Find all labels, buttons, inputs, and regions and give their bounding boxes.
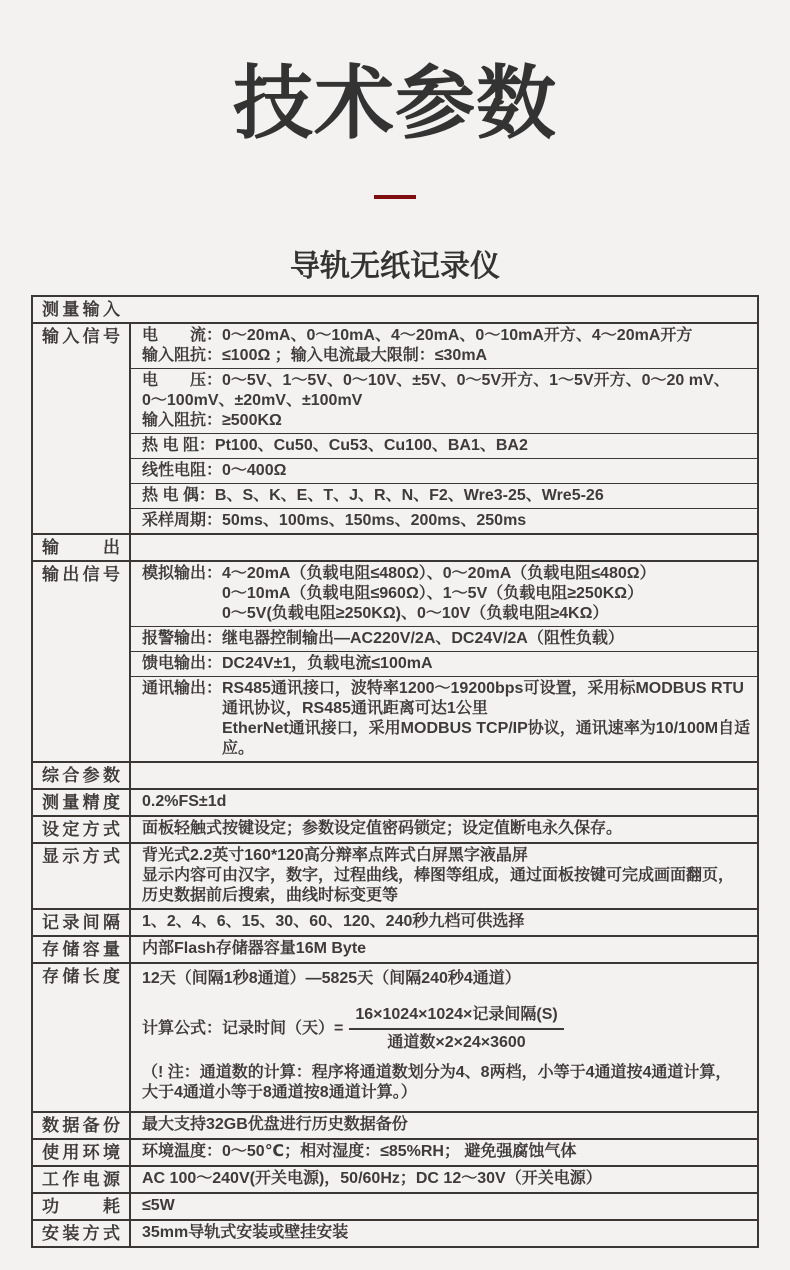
sub-row	[131, 483, 757, 508]
sub-row	[131, 1113, 757, 1137]
spec-line: 采样周期：50ms、100ms、150ms、200ms、250ms	[142, 512, 527, 529]
table-row	[33, 962, 757, 1111]
sub-row	[129, 297, 757, 321]
row-content	[129, 910, 757, 935]
spec-line: 背光式2.2英寸160*120高分辩率点阵式白屏黑字液晶屏	[142, 847, 528, 864]
storage-formula	[142, 1005, 753, 1053]
storage-cell	[131, 964, 757, 1111]
sub-row	[131, 651, 757, 676]
sub-row	[131, 790, 757, 814]
spec-line: ≤5W	[142, 1197, 175, 1214]
table-row	[33, 908, 757, 935]
page	[0, 59, 790, 1248]
sub-row	[131, 368, 757, 433]
spec-line: 电 压：0～5V、1～5V、0～10V、±5V、0～5V开方、1～5V开方、0～20 mV、	[142, 372, 730, 389]
sub-row	[131, 1140, 757, 1164]
spec-line: 1、2、4、6、15、30、60、120、240秒九档可供选择	[142, 913, 525, 930]
sub-row	[131, 562, 757, 626]
spec-line: 最大支持32GB优盘进行历史数据备份	[142, 1116, 408, 1133]
table-row	[33, 761, 757, 788]
row-label: 输 出	[42, 538, 120, 557]
row-label: 存储长度	[42, 967, 120, 986]
row-content	[129, 1194, 757, 1219]
spec-line: 内部Flash存储器容量16M Byte	[142, 940, 367, 957]
row-content	[129, 817, 757, 842]
spec-line: 显示内容可由汉字，数字，过程曲线，棒图等组成，通过面板按键可完成画面翻页，	[142, 867, 735, 884]
spec-line: 面板轻触式按键设定；参数设定值密码锁定；设定值断电永久保存。	[142, 820, 623, 837]
row-label: 测量精度	[42, 793, 120, 812]
table-row	[33, 788, 757, 815]
table-row	[33, 842, 757, 908]
sub-row	[131, 535, 757, 559]
row-content	[129, 937, 757, 962]
row-label: 数据备份	[42, 1116, 120, 1135]
table-row	[33, 1192, 757, 1219]
spec-line: 0～10mA（负载电阻≤960Ω）、1～5V（负载电阻≥250KΩ）	[222, 585, 644, 602]
spec-line: 0～100mV、±20mV、±100mV	[142, 392, 363, 409]
spec-line: 线性电阻：0～400Ω	[142, 462, 287, 479]
table-row	[33, 533, 757, 560]
sub-row	[131, 937, 757, 961]
sub-row	[131, 433, 757, 458]
table-row	[33, 1111, 757, 1138]
row-content	[129, 297, 757, 322]
sub-row	[131, 1221, 757, 1245]
row-content	[129, 964, 757, 1111]
title-accent-divider	[374, 195, 416, 199]
spec-line: 馈电输出：DC24V±1，负载电流≤100mA	[142, 655, 433, 672]
table-row	[33, 935, 757, 962]
row-content	[129, 1140, 757, 1165]
row-content	[129, 844, 757, 908]
spec-line: 35mm导轨式安装或壁挂安装	[142, 1224, 349, 1241]
spec-line: 报警输出：继电器控制输出—AC220V/2A、DC24V/2A（阻性负载）	[142, 630, 624, 647]
row-content	[129, 1167, 757, 1192]
row-label: 测量输入	[42, 300, 120, 319]
row-content	[129, 535, 757, 560]
sub-row	[131, 817, 757, 841]
row-label: 设定方式	[42, 820, 120, 839]
row-label: 使用环境	[42, 1143, 120, 1162]
sub-row	[131, 1194, 757, 1218]
table-row	[33, 322, 757, 533]
row-content	[129, 324, 757, 533]
spec-table	[31, 295, 759, 1248]
sub-row	[131, 626, 757, 651]
row-content	[129, 790, 757, 815]
spec-line: 历史数据前后搜索，曲线时标变更等	[142, 887, 399, 904]
row-content	[129, 1221, 757, 1246]
spec-line: 0～5V(负载电阻≥250KΩ)、0～10V（负载电阻≥4KΩ）	[222, 605, 609, 622]
table-row	[33, 1219, 757, 1246]
storage-note: 大于4通道小等于8通道按8通道计算。）	[142, 1084, 417, 1101]
spec-line: 0.2%FS±1d	[142, 793, 227, 810]
sub-row	[131, 1167, 757, 1191]
spec-line: 电 流：0～20mA、0～10mA、4～20mA、0～10mA开方、4～20mA开方	[142, 327, 693, 344]
table-row	[33, 560, 757, 761]
row-content	[129, 763, 757, 788]
row-label: 功 耗	[42, 1197, 120, 1216]
row-label: 安装方式	[42, 1224, 120, 1243]
row-label: 记录间隔	[42, 913, 120, 932]
spec-line	[142, 537, 753, 557]
spec-line	[142, 765, 753, 785]
sub-row	[131, 458, 757, 483]
table-row	[33, 815, 757, 842]
table-row	[33, 1165, 757, 1192]
formula-numerator: 16×1024×1024×记录间隔(S)	[349, 1005, 563, 1030]
spec-line: EtherNet通讯接口，采用MODBUS TCP/IP协议，通讯速率为10/100M自适应。	[222, 720, 751, 757]
row-label: 存储容量	[42, 940, 120, 959]
row-label: 工作电源	[42, 1170, 120, 1189]
spec-line: 输入阻抗：≥500KΩ	[142, 412, 282, 429]
storage-note: （! 注：通道数的计算：程序将通道数划分为4、8两档，小等于4通道按4通道计算，	[142, 1064, 732, 1081]
sub-row	[131, 508, 757, 533]
row-label: 输入信号	[42, 327, 120, 346]
spec-line: 模拟输出：4～20mA（负载电阻≤480Ω）、0～20mA（负载电阻≤480Ω）	[142, 565, 656, 582]
formula-fraction	[349, 1005, 563, 1053]
spec-line: 通讯输出：RS485通讯接口，波特率1200～19200bps可设置，采用标MODBUS RTU	[142, 680, 744, 697]
storage-range: 12天（间隔1秒8通道）—5825天（间隔240秒4通道）	[142, 970, 521, 987]
row-label: 显示方式	[42, 847, 120, 866]
table-row	[33, 297, 757, 322]
sub-row	[131, 324, 757, 368]
spec-line: 输入阻抗：≤100Ω ；输入电流最大限制：≤30mA	[142, 347, 488, 364]
row-content	[129, 1113, 757, 1138]
product-subtitle: 导轨无纸记录仪	[290, 250, 500, 283]
sub-row	[131, 763, 757, 787]
spec-line: 通讯协议，RS485通讯距离可达1公里	[222, 700, 488, 717]
spec-line: 环境温度：0～50℃；相对湿度：≤85%RH； 避免强腐蚀气体	[142, 1143, 577, 1160]
table-row	[33, 1138, 757, 1165]
row-label: 输出信号	[42, 565, 120, 584]
spec-line: 热 电 阻：Pt100、Cu50、Cu53、Cu100、BA1、BA2	[142, 437, 528, 454]
formula-prefix: 计算公式：记录时间（天）=	[142, 1020, 344, 1037]
page-title: 技术参数	[233, 59, 557, 148]
row-content	[129, 562, 757, 761]
sub-row	[131, 844, 757, 908]
spec-line: 热 电 偶：B、S、K、E、T、J、R、N、F2、Wre3-25、Wre5-26	[142, 487, 604, 504]
sub-row	[131, 676, 757, 761]
formula-denominator: 通道数×2×24×3600	[387, 1034, 526, 1051]
sub-row	[131, 910, 757, 934]
spec-line: AC 100～240V(开关电源)，50/60Hz；DC 12～30V（开关电源）	[142, 1170, 602, 1187]
spec-line	[140, 299, 753, 319]
row-label: 综合参数	[42, 766, 120, 785]
